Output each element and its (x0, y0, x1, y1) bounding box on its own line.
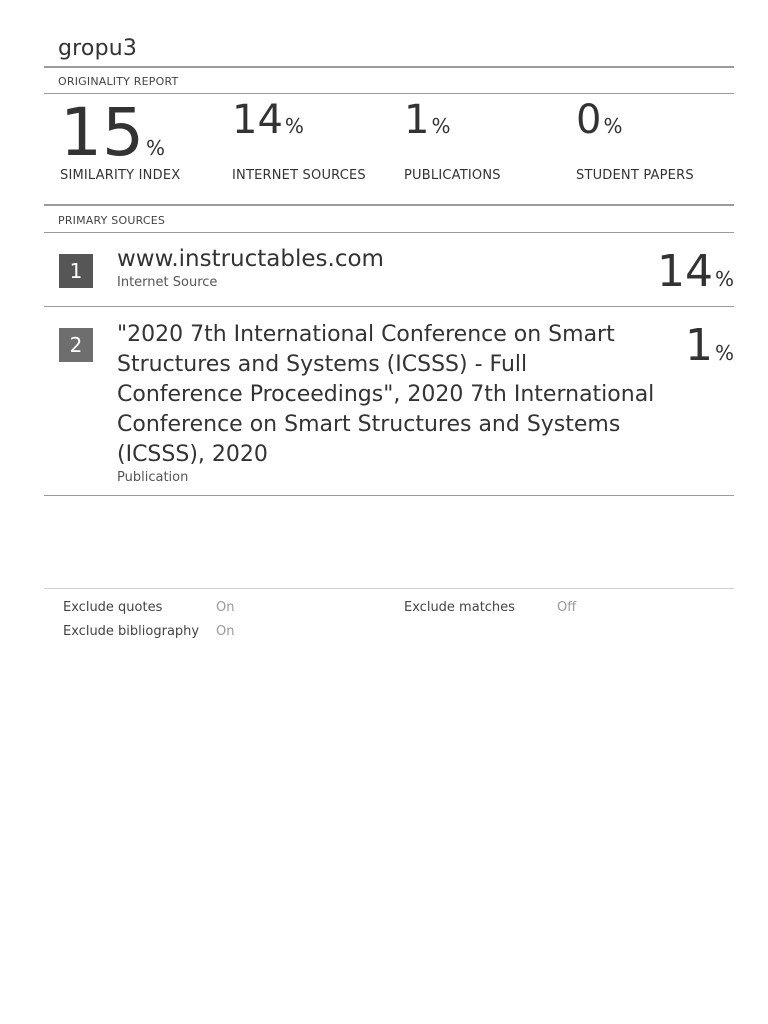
student-papers-stat (576, 97, 694, 183)
student-papers-value: 0 (576, 97, 602, 143)
source-rank-badge: 2 (59, 328, 93, 362)
similarity-index-unit: % (145, 136, 165, 160)
source-title-link[interactable]: "2020 7th International Conference on Smart Structures and Systems (ICSSS) - Full Conference Proceedings", 2020 7th International Conference on Smart Structures and Systems (ICSSS), 2020 (117, 322, 655, 467)
internet-sources-caption: INTERNET SOURCES (232, 168, 366, 183)
source-divider (44, 306, 734, 307)
source-percent-unit: % (714, 341, 734, 365)
source-percent (656, 246, 734, 297)
exclude-matches-label: Exclude matches (404, 600, 515, 615)
student-papers-unit: % (603, 114, 623, 138)
source-percent-unit: % (714, 267, 734, 291)
source-percent-value: 14 (656, 246, 713, 297)
exclude-bibliography-value: On (216, 624, 235, 639)
publications-caption: PUBLICATIONS (404, 168, 501, 183)
originality-divider (44, 93, 734, 94)
similarity-index-value: 15 (60, 94, 144, 171)
exclude-matches-value: Off (557, 600, 577, 615)
similarity-index-stat (60, 94, 181, 183)
source-percent-value: 1 (684, 320, 713, 371)
document-title: gropu3 (58, 36, 138, 61)
primary-sources-divider (44, 232, 734, 233)
internet-sources-stat (232, 97, 366, 183)
exclude-bibliography-label: Exclude bibliography (63, 624, 200, 639)
publications-value: 1 (404, 97, 430, 143)
primary-sources-label: PRIMARY SOURCES (58, 214, 166, 227)
settings-divider (44, 588, 734, 589)
student-papers-caption: STUDENT PAPERS (576, 168, 694, 183)
exclude-quotes-label: Exclude quotes (63, 600, 163, 615)
title-divider (44, 66, 734, 68)
originality-report-label: ORIGINALITY REPORT (58, 75, 179, 88)
internet-sources-value: 14 (232, 97, 283, 143)
source-title-link[interactable]: www.instructables.com (117, 246, 384, 272)
publications-unit: % (431, 114, 451, 138)
source-type: Publication (117, 470, 189, 485)
publications-stat (404, 97, 501, 183)
source-percent (684, 320, 734, 371)
exclude-quotes-value: On (216, 600, 235, 615)
source-rank-badge: 1 (59, 254, 93, 288)
source-type: Internet Source (117, 275, 218, 290)
stats-divider (44, 204, 734, 206)
similarity-index-caption: SIMILARITY INDEX (60, 168, 181, 183)
sources-end-divider (44, 495, 734, 496)
internet-sources-unit: % (284, 114, 304, 138)
